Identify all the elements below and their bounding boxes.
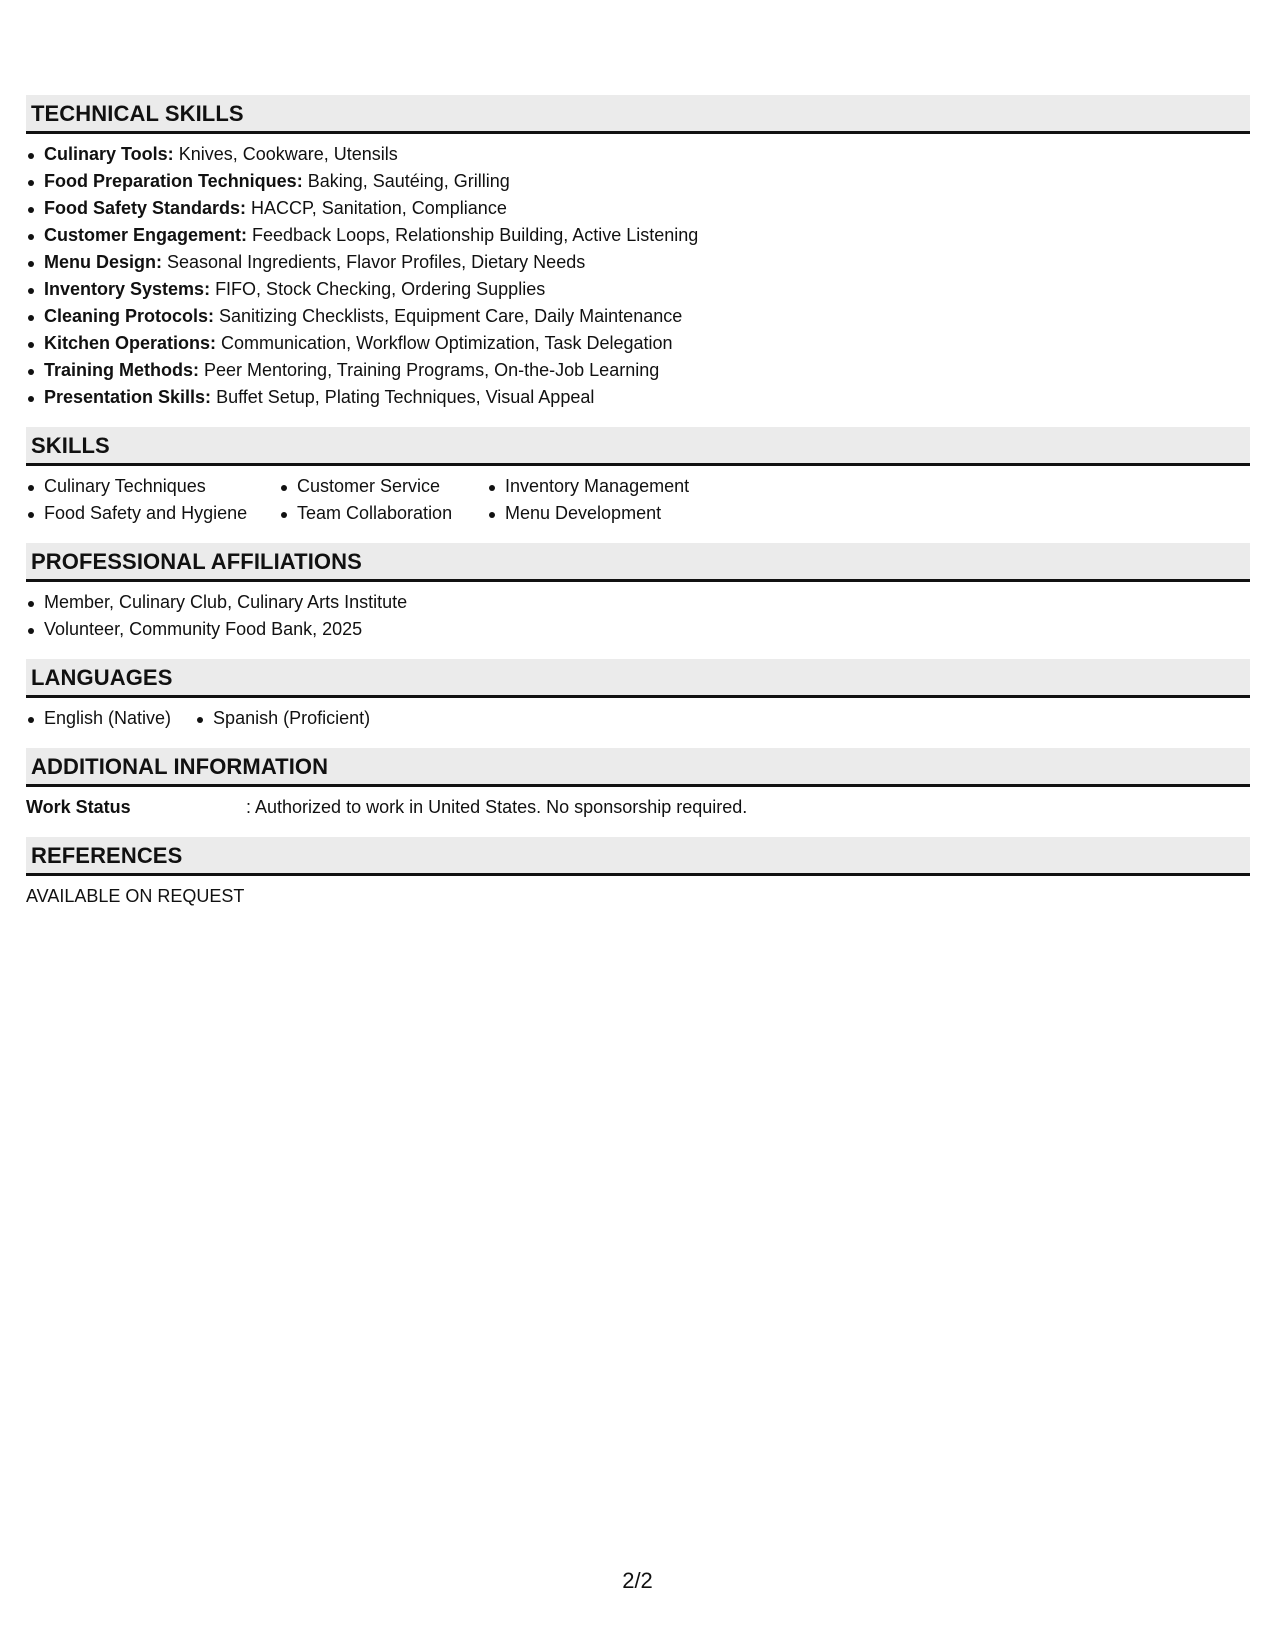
resume-page <box>26 95 1250 926</box>
list-item <box>26 276 1250 303</box>
affiliations-list <box>26 589 1250 643</box>
skill-text: Baking, Sautéing, Grilling <box>302 171 510 191</box>
skill-label: Culinary Tools: <box>44 144 174 164</box>
skill-text: Sanitizing Checklists, Equipment Care, Daily Maintenance <box>214 306 683 326</box>
skill-text: Feedback Loops, Relationship Building, Active Listening <box>247 225 699 245</box>
technical-skills-section <box>26 95 1250 411</box>
list-item: Culinary Techniques <box>26 473 279 500</box>
list-item <box>26 357 1250 384</box>
skill-text: Seasonal Ingredients, Flavor Profiles, Dietary Needs <box>162 252 586 272</box>
section-title: SKILLS <box>26 427 1250 466</box>
skill-label: Cleaning Protocols: <box>44 306 215 326</box>
references-text: AVAILABLE ON REQUEST <box>26 886 245 906</box>
skills-section <box>26 427 1250 527</box>
work-status-value: : Authorized to work in United States. No sponsorship required. <box>246 797 748 817</box>
list-item <box>26 303 1250 330</box>
list-item: Spanish (Proficient) <box>195 705 370 732</box>
technical-skills-list <box>26 141 1250 411</box>
section-title: LANGUAGES <box>26 659 1250 698</box>
list-item: Inventory Management <box>487 473 727 500</box>
languages-list <box>26 705 1250 732</box>
list-item: Team Collaboration <box>279 500 487 527</box>
list-item <box>26 141 1250 168</box>
skill-label: Menu Design: <box>44 252 163 272</box>
list-item: Member, Culinary Club, Culinary Arts Institute <box>26 589 1250 616</box>
skill-label: Kitchen Operations: <box>44 333 217 353</box>
additional-info-section <box>26 748 1250 821</box>
skill-text: FIFO, Stock Checking, Ordering Supplies <box>210 279 546 299</box>
list-item <box>26 222 1250 249</box>
list-item <box>26 384 1250 411</box>
skill-label: Customer Engagement: <box>44 225 248 245</box>
skill-text: Knives, Cookware, Utensils <box>173 144 398 164</box>
section-title: TECHNICAL SKILLS <box>26 95 1250 134</box>
skill-label: Food Preparation Techniques: <box>44 171 303 191</box>
section-title: REFERENCES <box>26 837 1250 876</box>
section-title: ADDITIONAL INFORMATION <box>26 748 1250 787</box>
list-item: Volunteer, Community Food Bank, 2025 <box>26 616 1250 643</box>
skill-label: Training Methods: <box>44 360 199 380</box>
skill-label: Inventory Systems: <box>44 279 211 299</box>
list-item <box>26 330 1250 357</box>
list-item <box>26 195 1250 222</box>
list-item <box>26 249 1250 276</box>
section-title: PROFESSIONAL AFFILIATIONS <box>26 543 1250 582</box>
skill-text: Buffet Setup, Plating Techniques, Visual Appeal <box>211 387 595 407</box>
skills-grid <box>26 473 1250 527</box>
work-status-label: Work Status <box>26 797 131 817</box>
skill-label: Presentation Skills: <box>44 387 212 407</box>
list-item: Menu Development <box>487 500 727 527</box>
list-item <box>26 168 1250 195</box>
affiliations-section <box>26 543 1250 643</box>
page-number: 2/2 <box>622 1568 653 1593</box>
work-status-row <box>26 794 1250 821</box>
languages-section <box>26 659 1250 732</box>
list-item: English (Native) <box>26 705 171 732</box>
skill-label: Food Safety Standards: <box>44 198 247 218</box>
skill-text: Communication, Workflow Optimization, Task Delegation <box>216 333 673 353</box>
skill-text: HACCP, Sanitation, Compliance <box>246 198 507 218</box>
list-item: Food Safety and Hygiene <box>26 500 279 527</box>
list-item: Customer Service <box>279 473 487 500</box>
references-section <box>26 837 1250 910</box>
skill-text: Peer Mentoring, Training Programs, On-the-Job Learning <box>199 360 660 380</box>
